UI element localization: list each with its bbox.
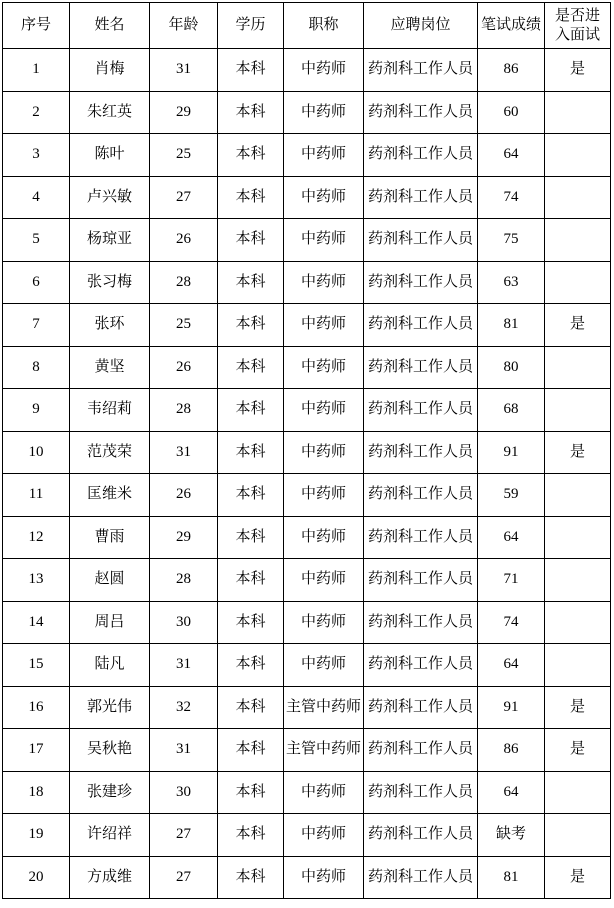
table-cell-interview <box>545 601 611 644</box>
table-cell-name: 卢兴敏 <box>70 176 150 219</box>
table-cell-index: 17 <box>3 729 70 772</box>
table-cell-score: 86 <box>478 49 545 92</box>
table-cell-interview <box>545 219 611 262</box>
table-cell-age: 26 <box>150 219 218 262</box>
table-header-row <box>3 3 611 49</box>
table-cell-position: 药剂科工作人员 <box>364 856 478 899</box>
table-cell-position: 药剂科工作人员 <box>364 261 478 304</box>
table-cell-name: 张环 <box>70 304 150 347</box>
table-cell-title: 中药师 <box>284 134 364 177</box>
table-cell-index: 5 <box>3 219 70 262</box>
table-row <box>3 49 611 92</box>
table-cell-score: 64 <box>478 516 545 559</box>
table-cell-title: 中药师 <box>284 644 364 687</box>
table-cell-index: 9 <box>3 389 70 432</box>
table-cell-education: 本科 <box>218 49 284 92</box>
table-cell-title: 中药师 <box>284 346 364 389</box>
table-cell-education: 本科 <box>218 856 284 899</box>
table-row <box>3 176 611 219</box>
table-cell-age: 27 <box>150 814 218 857</box>
table-cell-index: 16 <box>3 686 70 729</box>
table-cell-interview <box>545 261 611 304</box>
table-cell-index: 14 <box>3 601 70 644</box>
table-row <box>3 771 611 814</box>
table-cell-age: 27 <box>150 856 218 899</box>
table-cell-title: 中药师 <box>284 601 364 644</box>
table-cell-name: 郭光伟 <box>70 686 150 729</box>
table-cell-title: 中药师 <box>284 771 364 814</box>
table-cell-score: 缺考 <box>478 814 545 857</box>
table-cell-interview <box>545 814 611 857</box>
column-header-name: 姓名 <box>70 3 150 49</box>
table-row <box>3 516 611 559</box>
table-row <box>3 261 611 304</box>
table-cell-title: 主管中药师 <box>284 686 364 729</box>
table-cell-education: 本科 <box>218 644 284 687</box>
table-cell-age: 31 <box>150 644 218 687</box>
table-cell-index: 3 <box>3 134 70 177</box>
table-cell-index: 15 <box>3 644 70 687</box>
table-cell-position: 药剂科工作人员 <box>364 134 478 177</box>
table-cell-position: 药剂科工作人员 <box>364 219 478 262</box>
table-cell-index: 8 <box>3 346 70 389</box>
table-cell-education: 本科 <box>218 474 284 517</box>
table-cell-education: 本科 <box>218 729 284 772</box>
table-cell-index: 7 <box>3 304 70 347</box>
table-row <box>3 686 611 729</box>
table-cell-position: 药剂科工作人员 <box>364 559 478 602</box>
table-cell-score: 63 <box>478 261 545 304</box>
table-cell-position: 药剂科工作人员 <box>364 729 478 772</box>
table-cell-education: 本科 <box>218 771 284 814</box>
table-cell-score: 81 <box>478 856 545 899</box>
table-cell-interview: 是 <box>545 686 611 729</box>
table-cell-score: 60 <box>478 91 545 134</box>
table-cell-index: 1 <box>3 49 70 92</box>
table-cell-score: 75 <box>478 219 545 262</box>
table-cell-score: 68 <box>478 389 545 432</box>
table-cell-title: 主管中药师 <box>284 729 364 772</box>
column-header-index: 序号 <box>3 3 70 49</box>
table-cell-index: 6 <box>3 261 70 304</box>
table-cell-score: 64 <box>478 644 545 687</box>
table-cell-position: 药剂科工作人员 <box>364 389 478 432</box>
table-cell-interview: 是 <box>545 856 611 899</box>
table-cell-score: 81 <box>478 304 545 347</box>
table-cell-age: 27 <box>150 176 218 219</box>
table-cell-position: 药剂科工作人员 <box>364 49 478 92</box>
table-cell-index: 2 <box>3 91 70 134</box>
table-cell-position: 药剂科工作人员 <box>364 304 478 347</box>
column-header-title: 职称 <box>284 3 364 49</box>
table-cell-age: 30 <box>150 771 218 814</box>
table-row <box>3 389 611 432</box>
table-cell-age: 26 <box>150 474 218 517</box>
table-cell-age: 25 <box>150 304 218 347</box>
table-cell-interview: 是 <box>545 304 611 347</box>
table-cell-title: 中药师 <box>284 304 364 347</box>
table-cell-interview <box>545 91 611 134</box>
table-row <box>3 814 611 857</box>
table-cell-score: 71 <box>478 559 545 602</box>
table-cell-age: 29 <box>150 516 218 559</box>
table-cell-title: 中药师 <box>284 559 364 602</box>
column-header-education: 学历 <box>218 3 284 49</box>
table-cell-education: 本科 <box>218 814 284 857</box>
table-cell-education: 本科 <box>218 346 284 389</box>
table-cell-title: 中药师 <box>284 176 364 219</box>
table-cell-index: 4 <box>3 176 70 219</box>
table-cell-title: 中药师 <box>284 474 364 517</box>
table-cell-score: 91 <box>478 686 545 729</box>
table-cell-title: 中药师 <box>284 856 364 899</box>
column-header-interview: 是否进入面试 <box>545 3 611 49</box>
table-cell-index: 11 <box>3 474 70 517</box>
table-cell-interview <box>545 644 611 687</box>
table-cell-title: 中药师 <box>284 516 364 559</box>
table-cell-score: 80 <box>478 346 545 389</box>
table-cell-interview <box>545 771 611 814</box>
table-cell-education: 本科 <box>218 91 284 134</box>
table-cell-score: 64 <box>478 771 545 814</box>
table-cell-position: 药剂科工作人员 <box>364 644 478 687</box>
table-cell-name: 杨琼亚 <box>70 219 150 262</box>
table-cell-position: 药剂科工作人员 <box>364 91 478 134</box>
table-cell-index: 18 <box>3 771 70 814</box>
table-cell-education: 本科 <box>218 431 284 474</box>
table-cell-score: 86 <box>478 729 545 772</box>
column-header-position: 应聘岗位 <box>364 3 478 49</box>
table-cell-age: 31 <box>150 431 218 474</box>
table-row <box>3 559 611 602</box>
table-cell-age: 25 <box>150 134 218 177</box>
table-cell-age: 28 <box>150 389 218 432</box>
table-cell-interview <box>545 474 611 517</box>
table-cell-title: 中药师 <box>284 49 364 92</box>
table-cell-name: 张习梅 <box>70 261 150 304</box>
table-cell-position: 药剂科工作人员 <box>364 346 478 389</box>
table-cell-title: 中药师 <box>284 814 364 857</box>
column-header-score: 笔试成绩 <box>478 3 545 49</box>
table-cell-name: 陈叶 <box>70 134 150 177</box>
table-cell-name: 赵圆 <box>70 559 150 602</box>
table-cell-name: 周吕 <box>70 601 150 644</box>
table-cell-index: 20 <box>3 856 70 899</box>
table-body <box>3 49 611 899</box>
table-cell-name: 黄坚 <box>70 346 150 389</box>
table-cell-age: 31 <box>150 729 218 772</box>
table-row <box>3 219 611 262</box>
table-cell-name: 匡维米 <box>70 474 150 517</box>
table-row <box>3 856 611 899</box>
table-row <box>3 304 611 347</box>
table-row <box>3 91 611 134</box>
table-cell-education: 本科 <box>218 559 284 602</box>
table-cell-education: 本科 <box>218 261 284 304</box>
table-cell-score: 59 <box>478 474 545 517</box>
table-cell-position: 药剂科工作人员 <box>364 474 478 517</box>
table-cell-education: 本科 <box>218 304 284 347</box>
table-cell-education: 本科 <box>218 219 284 262</box>
table-cell-position: 药剂科工作人员 <box>364 176 478 219</box>
table-cell-interview <box>545 346 611 389</box>
table-cell-interview: 是 <box>545 49 611 92</box>
table-cell-index: 19 <box>3 814 70 857</box>
table-row <box>3 431 611 474</box>
table-cell-name: 吴秋艳 <box>70 729 150 772</box>
table-cell-education: 本科 <box>218 134 284 177</box>
table-cell-interview <box>545 176 611 219</box>
recruitment-results-table <box>2 2 611 899</box>
table-cell-position: 药剂科工作人员 <box>364 686 478 729</box>
table-row <box>3 729 611 772</box>
table-cell-position: 药剂科工作人员 <box>364 771 478 814</box>
table-cell-age: 29 <box>150 91 218 134</box>
table-cell-interview <box>545 134 611 177</box>
table-cell-age: 30 <box>150 601 218 644</box>
table-row <box>3 644 611 687</box>
table-cell-score: 74 <box>478 176 545 219</box>
table-cell-name: 张建珍 <box>70 771 150 814</box>
table-cell-index: 10 <box>3 431 70 474</box>
table-cell-index: 12 <box>3 516 70 559</box>
table-cell-education: 本科 <box>218 516 284 559</box>
table-cell-index: 13 <box>3 559 70 602</box>
table-cell-interview <box>545 389 611 432</box>
table-cell-name: 韦绍莉 <box>70 389 150 432</box>
table-cell-score: 74 <box>478 601 545 644</box>
table-cell-interview: 是 <box>545 431 611 474</box>
table-cell-education: 本科 <box>218 389 284 432</box>
table-cell-title: 中药师 <box>284 389 364 432</box>
table-cell-age: 32 <box>150 686 218 729</box>
table-cell-age: 28 <box>150 559 218 602</box>
table-cell-name: 方成维 <box>70 856 150 899</box>
table-cell-name: 陆凡 <box>70 644 150 687</box>
table-cell-education: 本科 <box>218 686 284 729</box>
table-cell-title: 中药师 <box>284 261 364 304</box>
table-cell-name: 肖梅 <box>70 49 150 92</box>
table-cell-name: 朱红英 <box>70 91 150 134</box>
table-cell-interview <box>545 559 611 602</box>
table-row <box>3 474 611 517</box>
table-cell-name: 范茂荣 <box>70 431 150 474</box>
table-cell-title: 中药师 <box>284 219 364 262</box>
table-cell-interview: 是 <box>545 729 611 772</box>
table-row <box>3 601 611 644</box>
table-cell-education: 本科 <box>218 176 284 219</box>
table-cell-name: 曹雨 <box>70 516 150 559</box>
table-cell-score: 91 <box>478 431 545 474</box>
table-cell-education: 本科 <box>218 601 284 644</box>
table-cell-position: 药剂科工作人员 <box>364 814 478 857</box>
table-cell-title: 中药师 <box>284 431 364 474</box>
table-cell-age: 31 <box>150 49 218 92</box>
table-cell-title: 中药师 <box>284 91 364 134</box>
table-cell-name: 许绍祥 <box>70 814 150 857</box>
table-row <box>3 346 611 389</box>
column-header-age: 年龄 <box>150 3 218 49</box>
table-row <box>3 134 611 177</box>
table-cell-position: 药剂科工作人员 <box>364 516 478 559</box>
table-cell-age: 28 <box>150 261 218 304</box>
table-cell-position: 药剂科工作人员 <box>364 431 478 474</box>
table-cell-age: 26 <box>150 346 218 389</box>
table-cell-score: 64 <box>478 134 545 177</box>
table-cell-position: 药剂科工作人员 <box>364 601 478 644</box>
table-cell-interview <box>545 516 611 559</box>
